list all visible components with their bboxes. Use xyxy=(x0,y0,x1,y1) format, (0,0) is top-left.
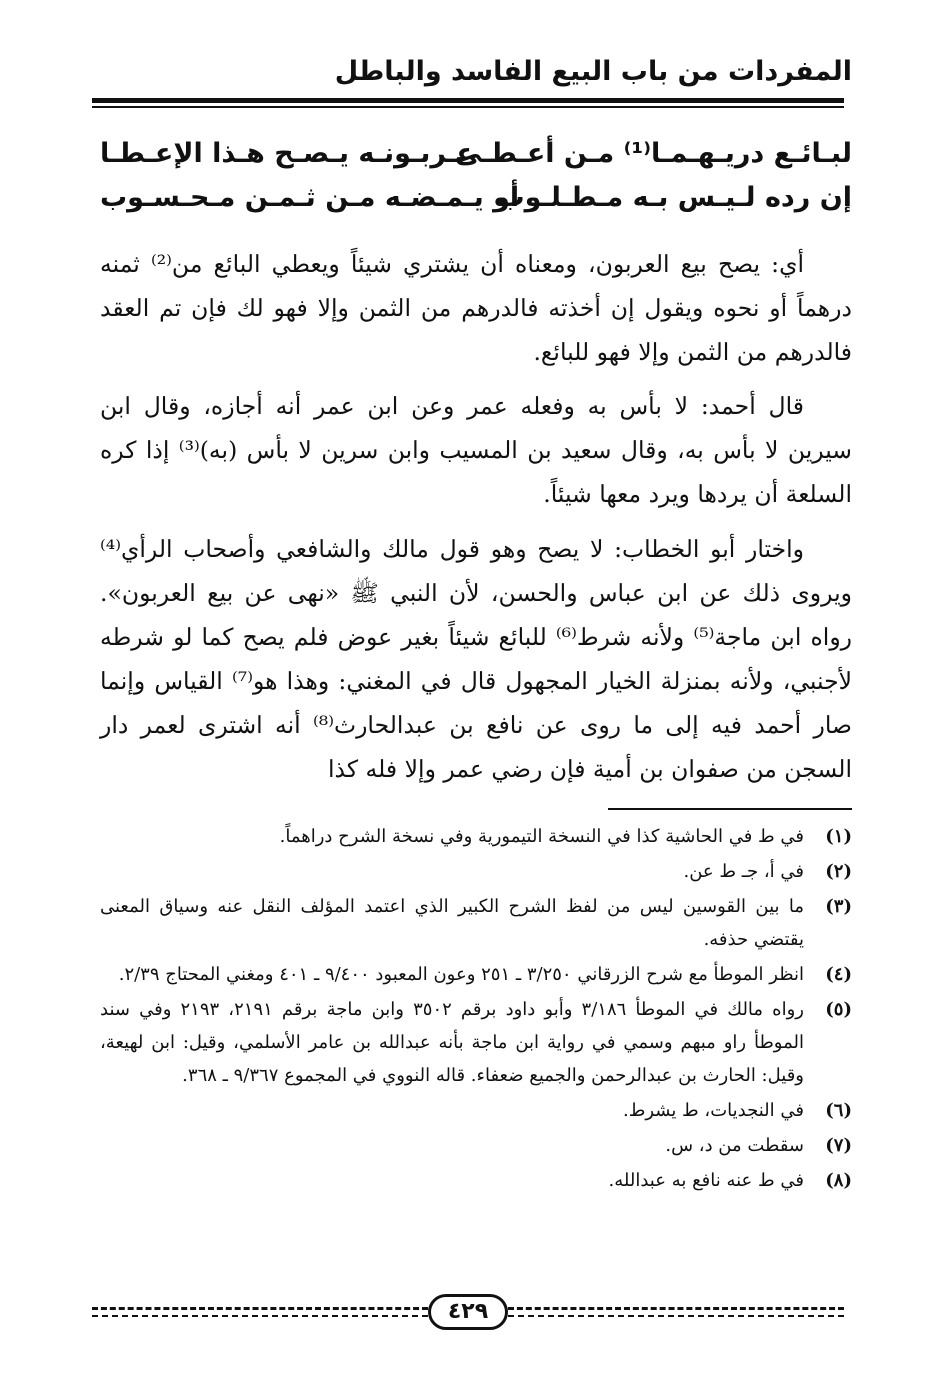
footnote-item xyxy=(100,958,852,991)
footer-dashed-rule-left xyxy=(92,1307,428,1310)
footnote-text: انظر الموطأ مع شرح الزرقاني ٣/٢٥٠ ـ ٢٥١ وعون المعبود ٩/٤٠٠ ـ ٤٠١ ومغني المحتاج ٢/٣٩. xyxy=(118,964,804,985)
header-rule-thin xyxy=(92,106,844,108)
footnote-text: رواه مالك في الموطأ ٣/١٨٦ وأبو داود برقم ٣٥٠٢ وابن ماجة برقم ٢١٩١، ٢١٩٣ وفي سند الموطأ راو مبهم وسمي في رواية ابن ماجة بأنه عبدالله بن عامر الأسلمي، وقيل: ابن لهيعة، وقيل: الحارث بن عبدالرحمن والجميع ضعفاء. قاله النووي في المجموع ٩/٣٦٧ ـ ٣٦٨. xyxy=(100,999,804,1086)
footer-dashed-rule-left-lower xyxy=(92,1315,428,1317)
verse-1-second-hemistich: عـربـونـه يـصـح هـذا الإعـطـا xyxy=(100,138,475,169)
footnote-text: في النجديات، ط يشرط. xyxy=(622,1100,804,1121)
footer-dashed-rule-right xyxy=(508,1307,844,1310)
footnote-text: ما بين القوسين ليس من لفظ الشرح الكبير الذي اعتمد المؤلف النقل عنه وسياق المعنى يقتضي حذفه. xyxy=(100,896,804,950)
footnote-number: (٤) xyxy=(825,964,852,985)
header-rule-thick xyxy=(92,98,844,103)
running-header-title: المفردات من باب البيع الفاسد والباطل xyxy=(334,56,852,87)
footnote-item xyxy=(100,890,852,956)
footnote-number: (٣) xyxy=(825,896,852,917)
verse-2-first-hemistich: إن رده لـيـس بـه مـطـلـوب xyxy=(497,182,852,213)
footnote-number: (٢) xyxy=(825,861,852,882)
verse-1-first-hemistich: لبـائـع دريـهـمـا⁽¹⁾ مـن أعـطـى xyxy=(454,138,852,169)
footnote-text: سقطت من د، س. xyxy=(665,1135,804,1156)
footnote-item xyxy=(100,1164,852,1197)
footnote-item xyxy=(100,1129,852,1162)
footnote-number: (٨) xyxy=(825,1170,852,1191)
footer-dashed-rule-right-lower xyxy=(508,1315,844,1317)
page-number: ٤٢٩ xyxy=(428,1294,508,1330)
footnote-number: (٧) xyxy=(825,1135,852,1156)
verse-line-1 xyxy=(100,132,852,176)
footnote-text: في ط في الحاشية كذا في النسخة التيمورية وفي نسخة الشرح دراهماً. xyxy=(279,826,804,847)
verse-2-second-hemistich: أو يـمـضـه مـن ثـمـن مـحـسـوب xyxy=(100,182,520,213)
footnote-item xyxy=(100,1094,852,1127)
footnote-text: في أ، جـ ط عن. xyxy=(683,861,804,882)
verse-line-2 xyxy=(100,176,852,220)
footnote-separator xyxy=(608,808,852,810)
footnote-item xyxy=(100,820,852,853)
footnote-item xyxy=(100,993,852,1092)
footnote-text: في ط عنه نافع به عبدالله. xyxy=(608,1170,804,1191)
paragraph-1: أي: يصح بيع العربون، ومعناه أن يشتري شيئاً ويعطي البائع من⁽²⁾ ثمنه درهماً أو نحوه ويقول إن أخذته فالدرهم من الثمن وإلا فهو لك فإن تم العقد فالدرهم من الثمن وإلا فهو للبائع. xyxy=(100,250,852,366)
paragraph-2: قال أحمد: لا بأس به وفعله عمر وعن ابن عمر أنه أجازه، وقال ابن سيرين لا بأس به، وقال سعيد بن المسيب وابن سرين لا بأس (به)⁽³⁾ إذا كره السلعة أن يردها ويرد معها شيئاً. xyxy=(100,392,852,508)
footnote-number: (٦) xyxy=(825,1100,852,1121)
footnote-number: (١) xyxy=(825,826,852,847)
paragraph-3: واختار أبو الخطاب: لا يصح وهو قول مالك والشافعي وأصحاب الرأي⁽⁴⁾ ويروى ذلك عن ابن عباس والحسن، لأن النبي ﷺ «نهى عن بيع العربون». رواه ابن ماجة⁽⁵⁾ ولأنه شرط⁽⁶⁾ للبائع شيئاً بغير عوض فلم يصح كما لو شرطه لأجنبي، ولأنه بمنزلة الخيار المجهول قال في المغني: وهذا هو⁽⁷⁾ القياس وإنما صار أحمد فيه إلى ما روى عن نافع بن عبدالحارث⁽⁸⁾ أنه اشترى لعمر دار السجن من صفوان بن أمية فإن رضي عمر وإلا فله كذا xyxy=(100,535,853,783)
footnote-item xyxy=(100,855,852,888)
footnote-number: (٥) xyxy=(825,999,852,1020)
footnotes-list xyxy=(100,820,852,1199)
